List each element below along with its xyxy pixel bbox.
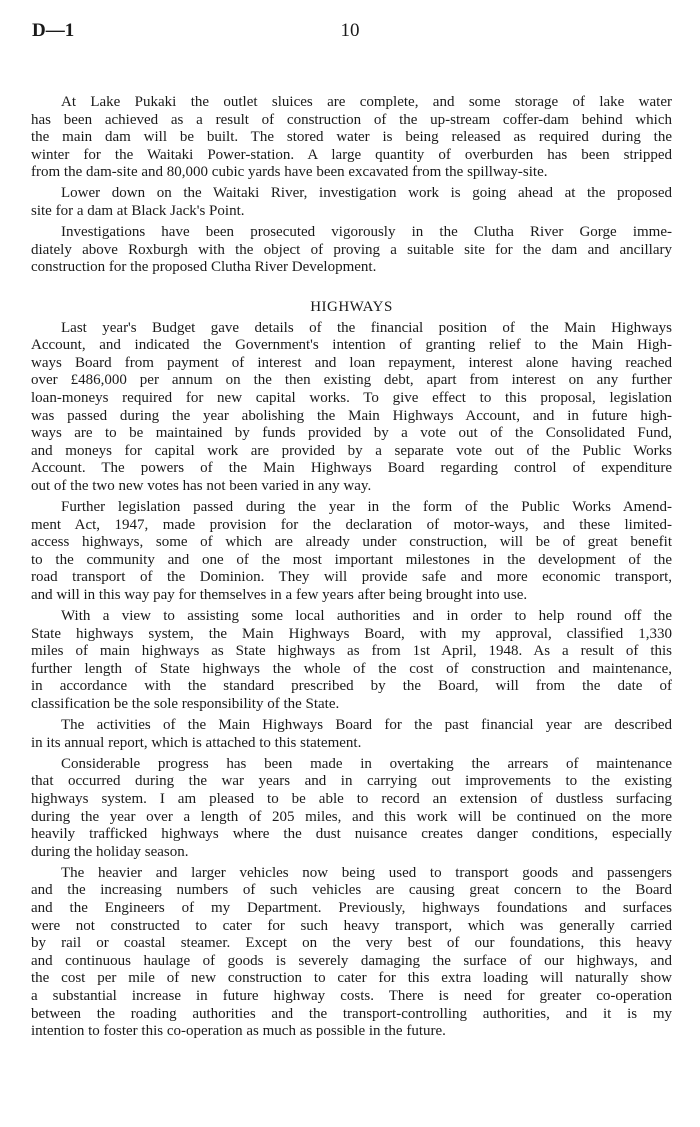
text-line: during the year over a length of 205 miles, and this work will be continued on the more	[31, 808, 672, 825]
text-line: ways Board from payment of interest and loan repayment, interest alone having reached	[31, 354, 672, 371]
paragraph	[31, 865, 672, 1041]
text-line: ment Act, 1947, made provision for the declaration of motor-ways, and these limited-	[31, 516, 672, 533]
text-line: heavily trafficked highways where the dust nuisance creates danger conditions, especially	[31, 826, 672, 843]
text-line: a substantial increase in future highway costs. There is need for greater co-operation	[31, 988, 672, 1004]
text-line: was passed during the year abolishing the Main Highways Account, and in future high-	[31, 407, 672, 424]
text-line: during the holiday season.	[31, 843, 189, 860]
text-line: At Lake Pukaki the outlet sluices are complete, and some storage of lake water	[61, 94, 672, 110]
paragraph	[31, 499, 672, 605]
text-line: and the increasing numbers of such vehicles are causing great concern to the Board	[31, 882, 672, 899]
text-line: by rail or coastal steamer. Except on the very best of our foundations, this heavy	[31, 935, 672, 952]
text-line: Account, and indicated the Government's intention of granting relief to the Main High-	[31, 337, 672, 354]
text-line: has been achieved as a result of construction of the up-stream coffer-dam behind which	[31, 111, 672, 128]
text-line: State highways system, the Main Highways Board, with my approval, classified 1,330	[31, 625, 672, 642]
section-heading: HIGHWAYS	[310, 298, 393, 315]
text-line: the main dam will be built. The stored water is being released as required during the	[31, 129, 672, 146]
paragraph	[31, 185, 672, 220]
text-line: between the roading authorities and the transport-controlling authorities, and it is my	[31, 1005, 672, 1022]
text-line: Lower down on the Waitaki River, investigation work is going ahead at the proposed	[61, 185, 672, 202]
text-line: construction for the proposed Clutha River Development.	[31, 259, 377, 276]
text-line: intention to foster this co-operation as much as possible in the future.	[31, 1023, 446, 1040]
text-line: were not constructed to cater for such heavy transport, which was generally carried	[31, 917, 672, 934]
document-body	[31, 94, 672, 1044]
text-line: Considerable progress has been made in overtaking the arrears of maintenance	[61, 755, 672, 772]
text-line: further length of State highways the whole of the cost of construction and maintenance,	[31, 660, 672, 677]
text-line: the cost per mile of new construction to cater for this extra loading will naturally show	[31, 970, 672, 987]
text-line: classification be the sole responsibility of the State.	[31, 696, 340, 712]
text-line: that occurred during the war years and in carrying out improvements to the existing	[31, 773, 672, 790]
text-line: Further legislation passed during the year in the form of the Public Works Amend-	[61, 498, 672, 515]
text-line: out of the two new votes has not been varied in any way.	[31, 477, 372, 494]
text-line: winter for the Waitaki Power-station. A large quantity of overburden has been stripped	[31, 146, 672, 163]
text-line: The activities of the Main Highways Board for the past financial year are described	[61, 717, 672, 734]
text-line: Investigations have been prosecuted vigorously in the Clutha River Gorge imme-	[61, 224, 672, 241]
text-line: and the Engineers of my Department. Previously, highways foundations and surfaces	[31, 900, 672, 917]
paragraph	[31, 756, 672, 862]
page-number: 10	[340, 20, 360, 41]
text-line: and continuous haulage of goods is severely damaging the surface of our highways, and	[31, 952, 672, 969]
text-line: miles of main highways as State highways as from 1st April, 1948. As a result of this	[31, 643, 672, 660]
text-line: site for a dam at Black Jack's Point.	[31, 203, 245, 220]
paragraph	[31, 94, 672, 182]
text-line: over £486,000 per annum on the then existing debt, apart from interest on any further	[31, 372, 672, 389]
text-line: Last year's Budget gave details of the financial position of the Main Highways	[61, 319, 672, 336]
text-line: Account. The powers of the Main Highways Board regarding control of expenditure	[31, 460, 672, 477]
text-line: highways system. I am pleased to be able to record an extension of dustless surfacing	[31, 790, 672, 807]
text-line: diately above Roxburgh with the object of proving a suitable site for the dam and ancillary	[31, 241, 672, 258]
document-reference: D—1	[32, 20, 75, 41]
text-line: from the dam-site and 80,000 cubic yards have been excavated from the spillway-site.	[31, 164, 548, 181]
text-line: and will in this way pay for themselves in a few years after being brought into use.	[31, 586, 528, 603]
text-line: in accordance with the standard prescribed by the Board, will from the date of	[31, 678, 672, 695]
text-line: loan-moneys required for new capital works. To give effect to this proposal, legislation	[31, 389, 672, 406]
text-line: in its annual report, which is attached to this statement.	[31, 734, 362, 751]
paragraph	[31, 224, 672, 277]
text-line: With a view to assisting some local authorities and in order to help round off the	[61, 608, 672, 625]
text-line: ways are to be maintained by funds provided by a vote out of the Consolidated Fund,	[31, 425, 672, 442]
text-line: and moneys for capital work are provided by a separate vote out of the Public Works	[31, 442, 672, 459]
text-line: to the community and one of the most important milestones in the development of the	[31, 551, 672, 568]
paragraph	[31, 608, 672, 714]
text-line: The heavier and larger vehicles now being used to transport goods and passengers	[61, 864, 672, 881]
text-line: road transport of the Dominion. They will provide safe and more economic transport,	[31, 569, 672, 586]
paragraph	[31, 320, 672, 496]
paragraph	[31, 717, 672, 752]
text-line: access highways, some of which are already under construction, will be of great benefit	[31, 534, 672, 551]
